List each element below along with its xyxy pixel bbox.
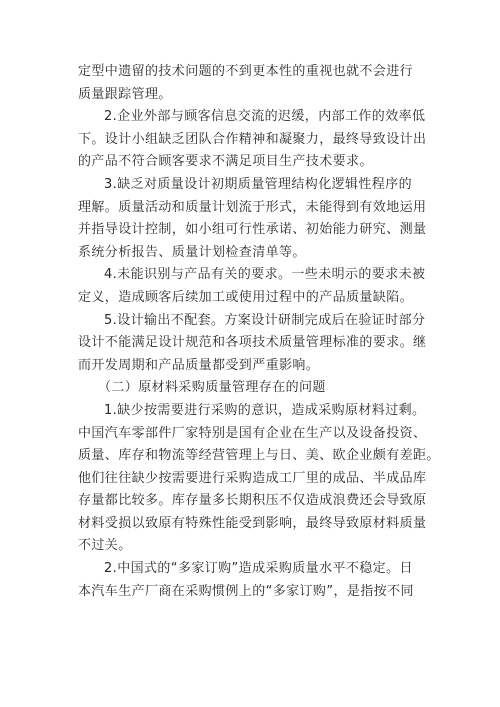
text-line: 存量都比较多。库存量多长期积压不仅造成浪费还会导致原 xyxy=(78,493,427,509)
document-body xyxy=(78,61,440,603)
text-line: 质量跟踪管理。 xyxy=(78,86,172,102)
text-line: 中国汽车零部件厂家特别是国有企业在生产以及设备投资、 xyxy=(78,425,427,441)
paragraph-line: 5.设计输出不配套。方案设计研制完成后在验证时部分 xyxy=(104,312,426,328)
text-line: 定型中遗留的技术问题的不到更本性的重视也就不会进行 xyxy=(78,64,414,79)
text-line: 定义，造成顾客后续加工或使用过程中的产品质量缺陷。 xyxy=(78,289,414,305)
paragraph-line: 4.未能识别与产品有关的要求。一些未明示的要求未被 xyxy=(104,267,426,283)
text-line: 并指导设计控制，如小组可行性承诺、初始能力研究、测量 xyxy=(78,222,427,238)
text-line: 理解。质量活动和质量计划流于形式，未能得到有效地运用 xyxy=(78,199,427,215)
text-line: 质量、库存和物流等经营管理上与日、美、欧企业颇有差距。 xyxy=(78,448,440,464)
text-line: 设计不能满足设计规范和各项技术质量管理标准的要求。继 xyxy=(78,335,427,351)
text-line: 本汽车生产厂商在采购惯例上的“多家订购”，是指按不同 xyxy=(78,583,414,599)
text-line: 的产品不符合顾客要求不满足项目生产技术要求。 xyxy=(78,154,373,170)
paragraph-line: 3.缺乏对质量设计初期质量管理结构化逻辑性程序的 xyxy=(104,176,413,192)
paragraph-line: 2.企业外部与顾客信息交流的迟缓，内部工作的效率低 xyxy=(104,109,426,125)
paragraph-line: 2.中国式的“多家订购”造成采购质量水平不稳定。日 xyxy=(104,561,413,577)
text-line: 他们往往缺少按需要进行采购造成工厂里的成品、半成品库 xyxy=(78,470,427,486)
text-line: 系统分析报告、质量计划检查清单等。 xyxy=(78,244,306,260)
text-line: 不过关。 xyxy=(78,538,132,554)
text-line: 材料受损以致原有特殊性能受到影响，最终导致原材料质量 xyxy=(78,515,427,531)
section-heading: （二）原材料采购质量管理存在的问题 xyxy=(98,380,326,396)
text-line: 而开发周期和产品质量都受到严重影响。 xyxy=(78,357,320,373)
text-line: 下。设计小组缺乏团队合作精神和凝聚力，最终导致设计出 xyxy=(78,131,427,147)
paragraph-line: 1.缺少按需要进行采购的意识，造成采购原材料过剩。 xyxy=(104,402,426,418)
